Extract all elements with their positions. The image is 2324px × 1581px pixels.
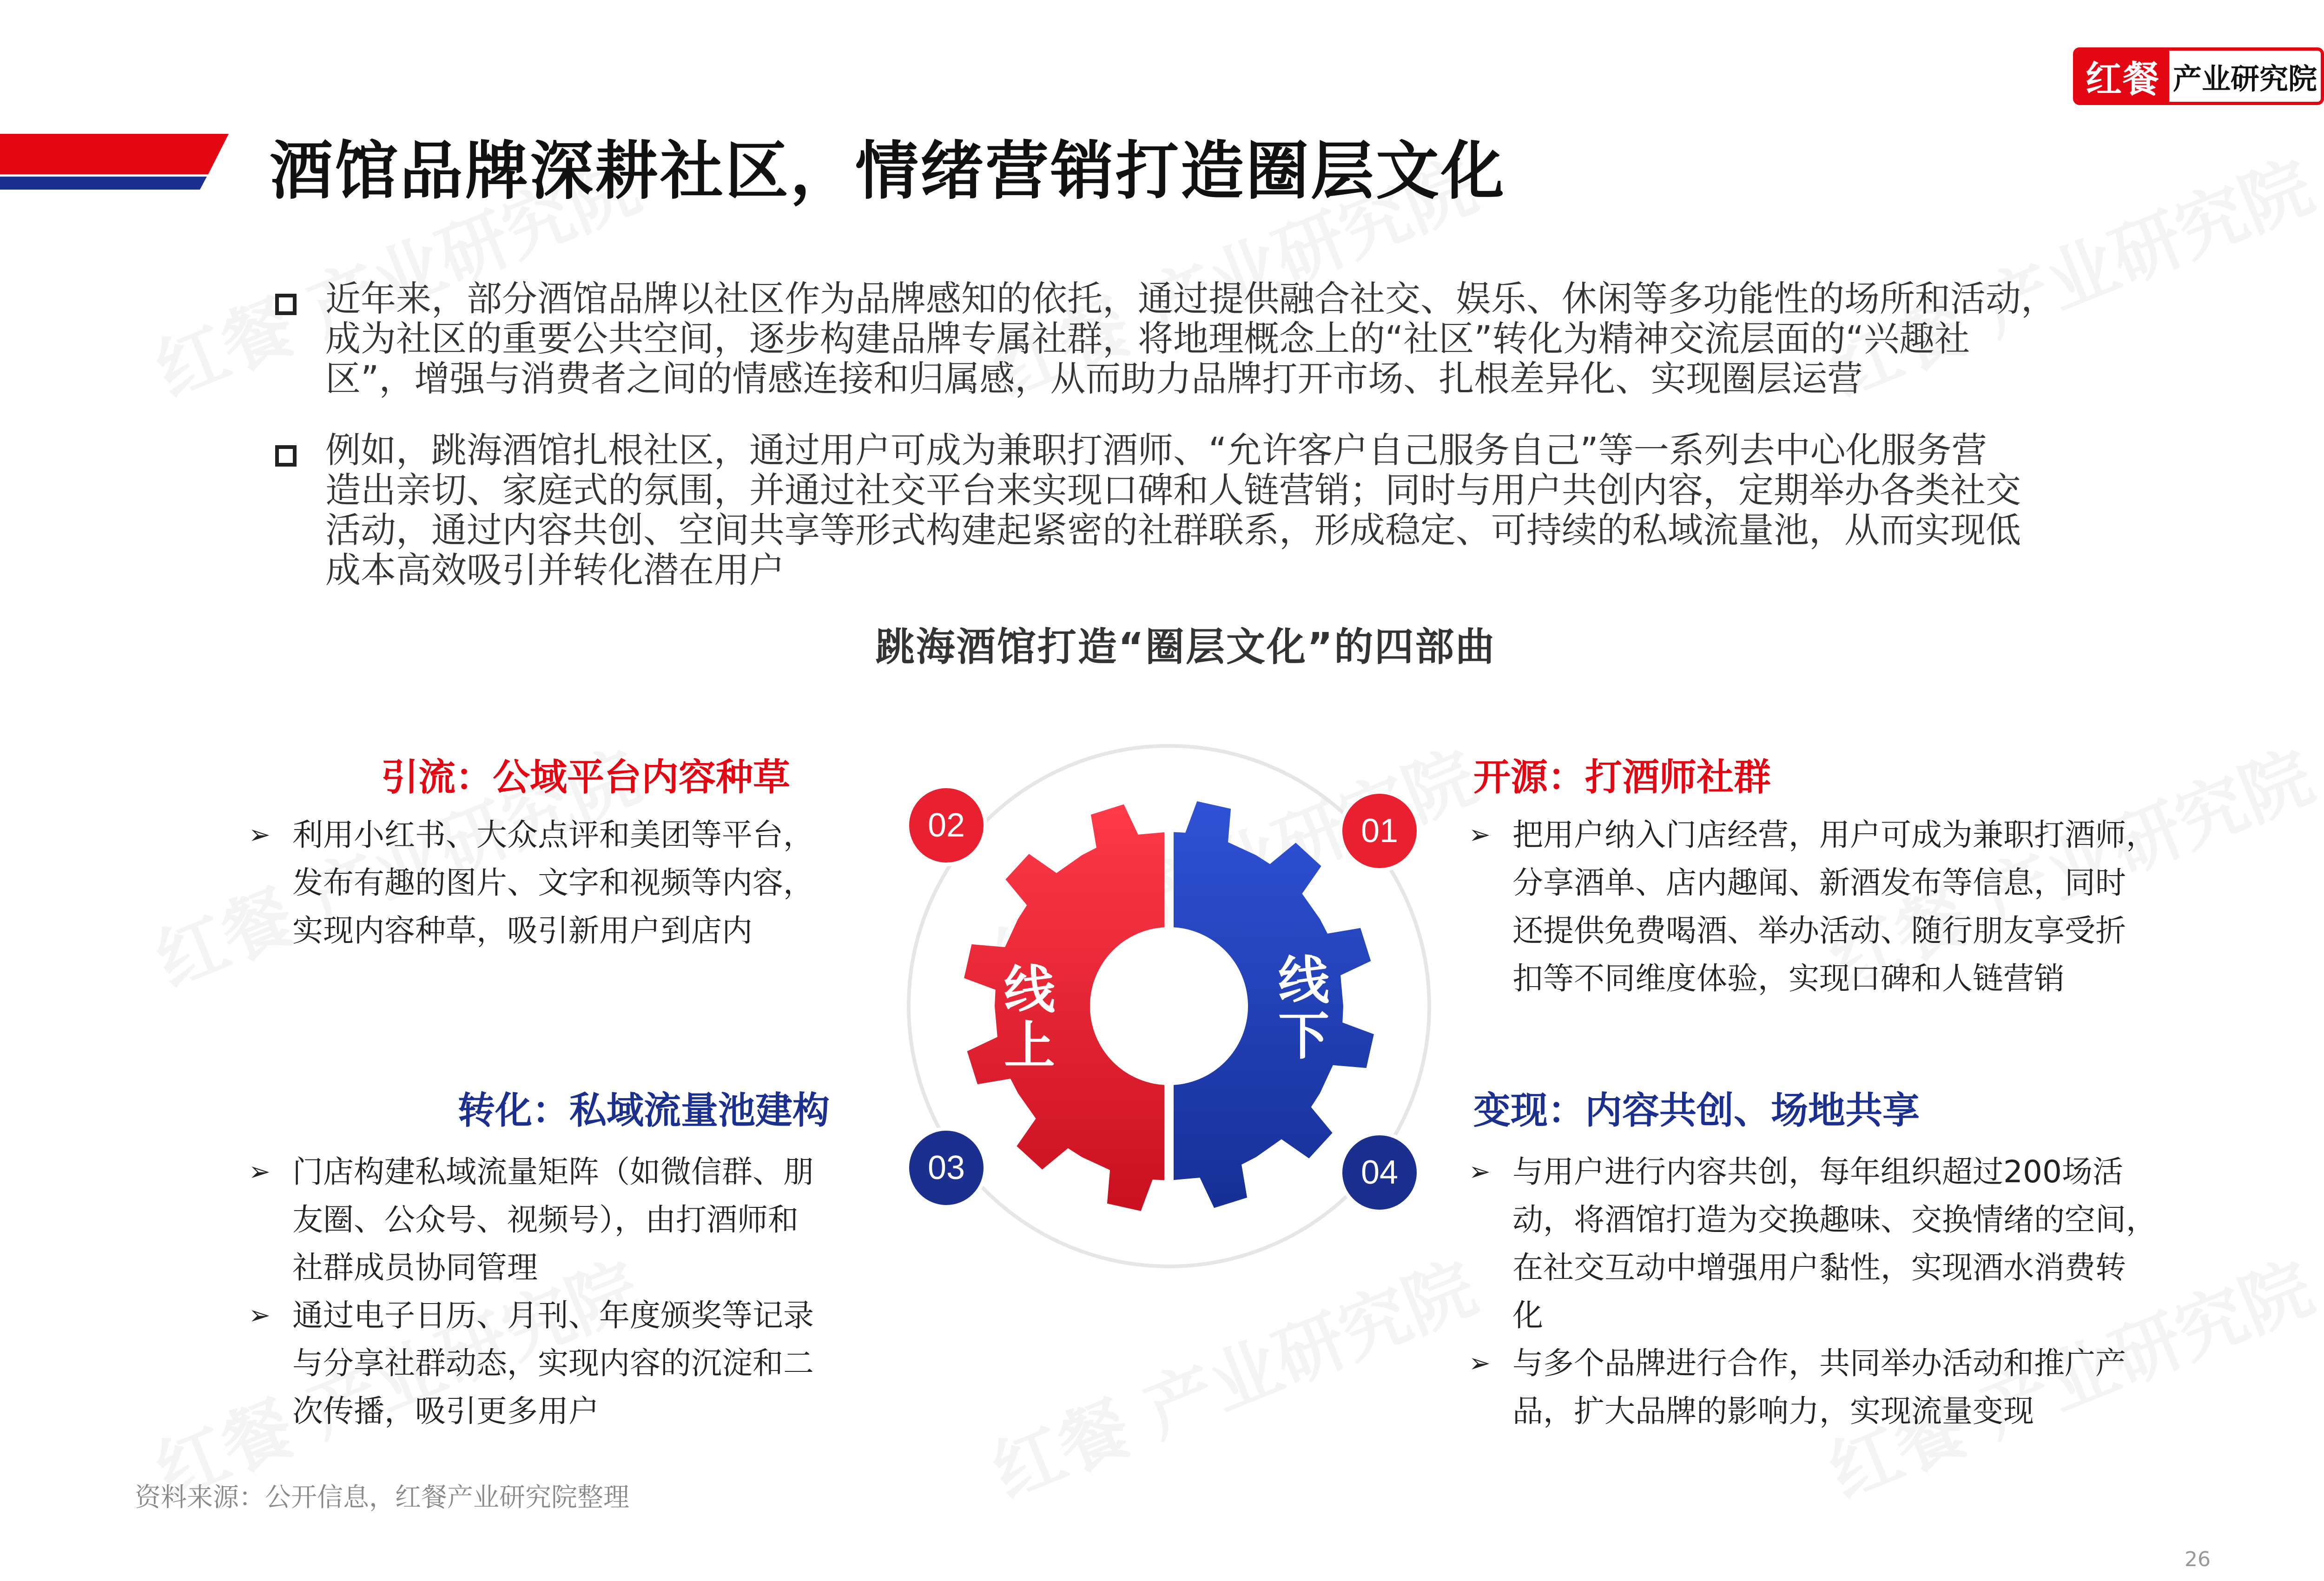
- list-line: 还提供免费喝酒、举办活动、随行朋友享受折: [1512, 913, 2126, 949]
- list-item: [249, 1148, 814, 1291]
- gear-hub: [1090, 927, 1248, 1085]
- step-heading-bianxian: 变现：内容共创、场地共享: [1473, 1089, 1920, 1132]
- list-line: 分享酒单、店内趣闻、新酒发布等信息，同时: [1512, 865, 2126, 901]
- list-line: 动，将酒馆打造为交换趣味、交换情绪的空间，: [1512, 1202, 2157, 1238]
- paragraph-line: 例如，跳海酒馆扎根社区，通过用户可成为兼职打酒师、“允许客户自己服务自己”等一系列去中心化服务营: [325, 429, 1987, 471]
- gear-right-char: 线: [1278, 951, 1329, 1010]
- gear-left-char: 线: [1004, 960, 1055, 1020]
- list-line: 与分享社群动态，实现内容的沉淀和二: [292, 1345, 814, 1381]
- list-item: [249, 811, 814, 955]
- gear-left-char: 上: [1004, 1016, 1055, 1075]
- paragraph-line: 造出亲切、家庭式的氛围，并通过社交平台来实现口碑和人链营销；同时与用户共创内容，定期举办各类社交: [325, 469, 2021, 511]
- arrow-bullet-icon: ➢: [249, 1157, 271, 1187]
- step-heading-yinliu: 引流：公域平台内容种草: [381, 756, 790, 799]
- arrow-bullet-icon: ➢: [1469, 1157, 1491, 1187]
- square-bullet-icon: [275, 294, 297, 315]
- square-bullet-icon: [275, 445, 297, 467]
- arrow-bullet-icon: ➢: [1469, 1348, 1491, 1378]
- source-note: 资料来源：公开信息，红餐产业研究院整理: [135, 1482, 629, 1513]
- list-item: [249, 1291, 814, 1435]
- list-line: 把用户纳入门店经营，用户可成为兼职打酒师，: [1512, 817, 2157, 853]
- paragraph-2: [325, 430, 2138, 590]
- list-line: 通过电子日历、月刊、年度颁奖等记录: [292, 1298, 814, 1333]
- paragraph-line: 近年来，部分酒馆品牌以社区作为品牌感知的依托，通过提供融合社交、娱乐、休闲等多功能性的场所和活动，: [325, 278, 2056, 319]
- list-line: 与多个品牌进行合作，共同举办活动和推广产: [1512, 1345, 2126, 1381]
- logo-left: 红餐: [2076, 51, 2169, 102]
- header-banner-stripes: [0, 130, 242, 200]
- list-line: 友圈、公众号、视频号），由打酒师和: [292, 1202, 799, 1238]
- paragraph-line: 成为社区的重要公共空间，逐步构建品牌专属社群，将地理概念上的“社区”转化为精神交流层面的“兴趣社: [325, 318, 1970, 359]
- step-number-02: 02: [905, 784, 987, 866]
- list-line: 门店构建私域流量矩阵（如微信群、朋: [292, 1154, 814, 1190]
- list-line: 利用小红书、大众点评和美团等平台，: [292, 817, 814, 853]
- brand-logo: [2073, 47, 2324, 105]
- list-line: 在社交互动中增强用户黏性，实现酒水消费转: [1512, 1250, 2126, 1285]
- list-line: 社群成员协同管理: [292, 1250, 538, 1285]
- list-line: 化: [1512, 1298, 1543, 1333]
- step-heading-zhuanhua: 转化：私域流量池建构: [458, 1089, 830, 1132]
- paragraph-line: 区”，增强与消费者之间的情感连接和归属感，从而助力品牌打开市场、扎根差异化、实现圈层运营: [325, 358, 1863, 399]
- list-line: 与用户进行内容共创，每年组织超过200场活: [1512, 1154, 2123, 1190]
- logo-right: 产业研究院: [2172, 61, 2317, 96]
- gear-right-char: 下: [1278, 1007, 1329, 1066]
- paragraph-line: 活动，通过内容共创、空间共享等形式构建起紧密的社群联系，形成稳定、可持续的私域流量池，从而实现低: [325, 509, 2021, 551]
- paragraph-1: [325, 279, 2138, 399]
- page-title: 酒馆品牌深耕社区，情绪营销打造圈层文化: [270, 135, 1506, 208]
- list-line: 次传播，吸引更多用户: [292, 1393, 599, 1429]
- step-list-bianxian: [1469, 1148, 2157, 1435]
- list-line: 发布有趣的图片、文字和视频等内容，: [292, 865, 814, 901]
- step-number-04: 04: [1339, 1132, 1420, 1213]
- arrow-bullet-icon: ➢: [249, 1300, 271, 1331]
- list-line: 品，扩大品牌的影响力，实现流量变现: [1512, 1393, 2034, 1429]
- step-heading-kaiyuan: 开源：打酒师社群: [1473, 756, 1771, 799]
- list-line: 实现内容种草，吸引新用户到店内: [292, 913, 753, 949]
- list-item: [1469, 1339, 2157, 1435]
- step-number-01: 01: [1339, 790, 1420, 872]
- paragraph-line: 成本高效吸引并转化潜在用户: [325, 549, 785, 591]
- gear-left-label: [999, 962, 1060, 1074]
- list-item: [1469, 1148, 2157, 1339]
- step-number-03: 03: [905, 1127, 987, 1209]
- step-list-kaiyuan: [1469, 811, 2157, 1002]
- list-item: [1469, 811, 2157, 1002]
- gear-right-label: [1274, 953, 1334, 1064]
- step-list-zhuanhua: [249, 1148, 814, 1435]
- step-list-yinliu: [249, 811, 814, 955]
- arrow-bullet-icon: ➢: [249, 820, 271, 850]
- section-title: 跳海酒馆打造“圈层文化”的四部曲: [875, 624, 1496, 670]
- page-number: 26: [2185, 1548, 2211, 1571]
- arrow-bullet-icon: ➢: [1469, 820, 1491, 850]
- list-line: 扣等不同维度体验，实现口碑和人链营销: [1512, 961, 2065, 996]
